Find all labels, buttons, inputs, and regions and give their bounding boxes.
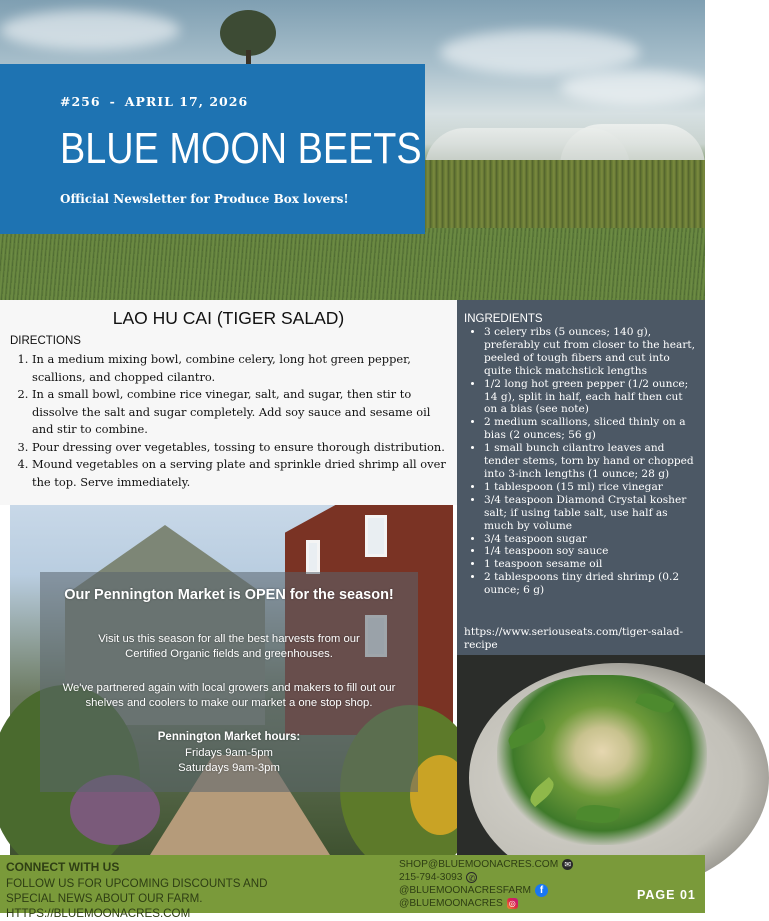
ingredient-item: • 1 small bunch cilantro leaves and tender stems, torn by hand or chopped into 3-inch lengths (1 ounce; 28 g)	[484, 442, 699, 481]
market-hours-line: Fridays 9am-5pm	[185, 747, 273, 759]
contact-instagram[interactable]	[399, 897, 573, 910]
ingredients-panel	[457, 300, 705, 655]
direction-step: 3. Pour dressing over vegetables, tossing to ensure thorough distribution.	[32, 439, 450, 457]
issue-line	[60, 94, 248, 109]
recipe-directions-panel	[0, 300, 457, 505]
market-announcement	[40, 572, 418, 792]
barn-window	[365, 515, 387, 557]
cloud	[0, 10, 180, 50]
ingredient-item: • 3/4 teaspoon sugar	[484, 533, 699, 546]
issue-separator: -	[109, 94, 116, 109]
grass-field	[0, 228, 705, 300]
ingredient-item: • 2 tablespoons tiny dried shrimp (0.2 ounce; 6 g)	[484, 571, 699, 597]
issue-date: APRIL 17, 2026	[124, 94, 249, 109]
contact-facebook[interactable]	[399, 884, 573, 897]
tree-trunk	[246, 50, 251, 64]
ingredient-item: • 1/2 long hot green pepper (1/2 ounce; 14 g), split in half, each half then cut on a bias (see note)	[484, 378, 699, 417]
email-text: SHOP@BLUEMOONACRES.COM	[399, 859, 559, 870]
newsletter-tagline: Official Newsletter for Produce Box lovers!	[60, 192, 349, 206]
market-hours-title: Pennington Market hours:	[157, 731, 301, 743]
market-photo	[10, 505, 453, 855]
corn-field	[425, 160, 705, 228]
footer-connect-heading: CONNECT WITH US	[6, 860, 120, 874]
ingredient-item: • 1 teaspoon sesame oil	[484, 558, 699, 571]
directions-label: DIRECTIONS	[10, 335, 81, 347]
barn-window	[306, 540, 320, 574]
direction-step: 4. Mound vegetables on a serving plate and sprinkle dried shrimp all over the top. Serve immediately.	[32, 456, 450, 491]
contact-phone[interactable]	[399, 871, 573, 884]
footer	[0, 855, 705, 920]
directions-list	[32, 351, 450, 491]
recipe-source-link[interactable]: https://www.seriouseats.com/tiger-salad-recipe	[464, 626, 684, 651]
instagram-icon: ◎	[507, 898, 518, 909]
instagram-text: @BLUEMOONACRES	[399, 898, 503, 909]
ingredient-item: • 2 medium scallions, sliced thinly on a bias (2 ounces; 56 g)	[484, 416, 699, 442]
masthead	[0, 64, 425, 234]
market-headline: Our Pennington Market is OPEN for the season!	[64, 587, 394, 603]
ingredient-item: • 3 celery ribs (5 ounces; 140 g), preferably cut from closer to the heart, peeled of tough fibers and cut into quite thick matchstick lengths	[484, 326, 699, 378]
market-paragraph: We've partnered again with local growers and makers to fill out our shelves and coolers to make our market a one stop shop.	[62, 682, 396, 709]
ingredients-list	[484, 326, 699, 597]
phone-text: 215-794-3093	[399, 872, 463, 883]
page-number: PAGE 01	[637, 888, 696, 902]
contact-email[interactable]	[399, 858, 573, 871]
market-paragraph: Visit us this season for all the best harvests from our Certified Organic fields and greenhouses.	[98, 633, 360, 660]
recipe-title: LAO HU CAI (TIGER SALAD)	[112, 308, 345, 328]
newsletter-title: BLUE MOON BEETS	[60, 124, 422, 173]
direction-step: 1. In a medium mixing bowl, combine celery, long hot green pepper, scallions, and chopped cilantro.	[32, 351, 450, 386]
ingredients-label: INGREDIENTS	[464, 313, 543, 325]
cloud	[440, 30, 640, 75]
cloud	[560, 70, 710, 105]
ingredient-item: • 1/4 teaspoon soy sauce	[484, 545, 699, 558]
tiger-salad-photo	[457, 655, 705, 855]
footer-follow-text: FOLLOW US FOR UPCOMING DISCOUNTS AND SPECIAL NEWS ABOUT OUR FARM. HTTPS://BLUEMOONACRES.COM	[6, 877, 268, 920]
ingredient-item: • 1 tablespoon (15 ml) rice vinegar	[484, 481, 699, 494]
direction-step: 2. In a small bowl, combine rice vinegar, salt, and sugar, then stir to dissolve the salt and sugar completely. Add soy sauce and sesame oil and stir to combine.	[32, 386, 450, 439]
issue-number: #256	[60, 94, 101, 109]
footer-contacts	[399, 858, 573, 910]
phone-icon: ✆	[466, 872, 477, 883]
ingredient-item: • 3/4 teaspoon Diamond Crystal kosher salt; if using table salt, use half as much by volume	[484, 494, 699, 533]
mail-icon: ✉	[562, 859, 573, 870]
market-hours-line: Saturdays 9am-3pm	[178, 762, 280, 774]
facebook-text: @BLUEMOONACRESFARM	[399, 885, 532, 896]
facebook-icon: f	[535, 884, 548, 897]
